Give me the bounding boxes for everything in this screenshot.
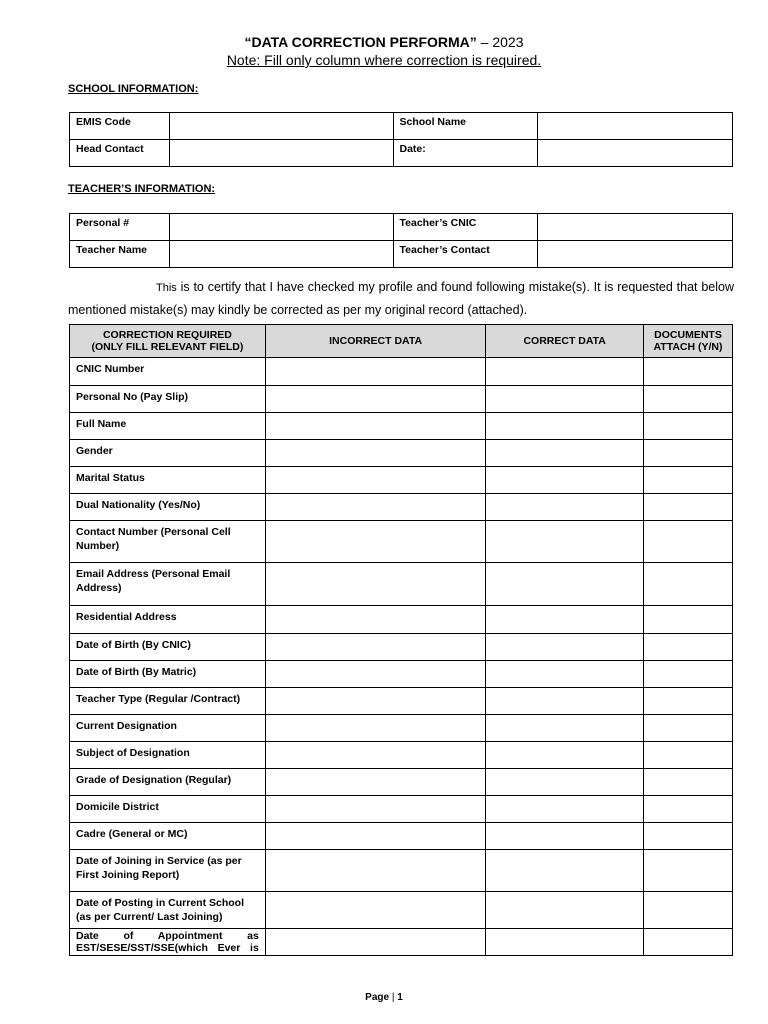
teacher-contact-field[interactable] xyxy=(538,241,733,268)
school-name-field[interactable] xyxy=(538,113,733,140)
correct-data-cell[interactable] xyxy=(486,823,644,850)
header-documents-attach: DOCUMENTS ATTACH (Y/N) xyxy=(644,325,733,358)
incorrect-data-cell[interactable] xyxy=(265,929,486,956)
page-number: 1 xyxy=(397,992,403,1003)
correct-data-cell[interactable] xyxy=(486,440,644,467)
table-row xyxy=(70,413,733,440)
incorrect-data-cell[interactable] xyxy=(265,715,486,742)
incorrect-data-cell[interactable] xyxy=(265,634,486,661)
correct-data-cell[interactable] xyxy=(486,521,644,563)
incorrect-data-cell[interactable] xyxy=(265,892,486,929)
correct-data-cell[interactable] xyxy=(486,606,644,634)
correct-data-cell[interactable] xyxy=(486,688,644,715)
documents-attach-cell[interactable] xyxy=(644,688,733,715)
row-label: Contact Number (Personal Cell Number) xyxy=(70,521,266,563)
documents-attach-cell[interactable] xyxy=(644,440,733,467)
teacher-name-field[interactable] xyxy=(169,241,393,268)
row-label: Cadre (General or MC) xyxy=(70,823,266,850)
table-row xyxy=(70,892,733,929)
documents-attach-cell[interactable] xyxy=(644,929,733,956)
incorrect-data-cell[interactable] xyxy=(265,386,486,413)
incorrect-data-cell[interactable] xyxy=(265,606,486,634)
table-row xyxy=(70,796,733,823)
documents-attach-cell[interactable] xyxy=(644,358,733,386)
correct-data-cell[interactable] xyxy=(486,850,644,892)
document-note: Note: Fill only column where correction is required. xyxy=(226,52,542,68)
documents-attach-cell[interactable] xyxy=(644,769,733,796)
teacher-contact-label: Teacher’s Contact xyxy=(393,241,538,268)
teacher-cnic-label: Teacher’s CNIC xyxy=(393,214,538,241)
row-label: Email Address (Personal Email Address) xyxy=(70,563,266,606)
table-row xyxy=(70,606,733,634)
correct-data-cell[interactable] xyxy=(486,413,644,440)
teacher-cnic-field[interactable] xyxy=(538,214,733,241)
row-label: Full Name xyxy=(70,413,266,440)
table-row xyxy=(70,715,733,742)
correct-data-cell[interactable] xyxy=(486,386,644,413)
certification-paragraph xyxy=(68,276,734,321)
head-contact-field[interactable] xyxy=(169,140,393,167)
school-info-row xyxy=(70,140,733,167)
incorrect-data-cell[interactable] xyxy=(265,850,486,892)
incorrect-data-cell[interactable] xyxy=(265,796,486,823)
table-row xyxy=(70,440,733,467)
correct-data-cell[interactable] xyxy=(486,929,644,956)
page-footer xyxy=(0,992,768,1003)
correct-data-cell[interactable] xyxy=(486,563,644,606)
teacher-info-row xyxy=(70,241,733,268)
row-label: Grade of Designation (Regular) xyxy=(70,769,266,796)
documents-attach-cell[interactable] xyxy=(644,413,733,440)
personal-number-field[interactable] xyxy=(169,214,393,241)
row-label: Date of Birth (By CNIC) xyxy=(70,634,266,661)
table-row xyxy=(70,494,733,521)
documents-attach-cell[interactable] xyxy=(644,634,733,661)
teacher-info-row xyxy=(70,214,733,241)
correct-data-cell[interactable] xyxy=(486,467,644,494)
date-label: Date: xyxy=(393,140,538,167)
documents-attach-cell[interactable] xyxy=(644,892,733,929)
certification-lead: This xyxy=(156,282,177,294)
incorrect-data-cell[interactable] xyxy=(265,688,486,715)
table-row xyxy=(70,386,733,413)
table-row xyxy=(70,850,733,892)
title-bold: “DATA CORRECTION PERFORMA” xyxy=(244,34,477,50)
documents-attach-cell[interactable] xyxy=(644,467,733,494)
title-year: – 2023 xyxy=(480,34,524,50)
table-row xyxy=(70,358,733,386)
header-correction-required: CORRECTION REQUIRED (ONLY FILL RELEVANT FIELD) xyxy=(70,325,266,358)
documents-attach-cell[interactable] xyxy=(644,850,733,892)
row-label: Teacher Type (Regular /Contract) xyxy=(70,688,266,715)
document-title xyxy=(0,34,768,50)
documents-attach-cell[interactable] xyxy=(644,742,733,769)
emis-code-label: EMIS Code xyxy=(70,113,170,140)
row-label: Personal No (Pay Slip) xyxy=(70,386,266,413)
table-row xyxy=(70,661,733,688)
correct-data-cell[interactable] xyxy=(486,892,644,929)
incorrect-data-cell[interactable] xyxy=(265,742,486,769)
documents-attach-cell[interactable] xyxy=(644,823,733,850)
correction-table-header xyxy=(70,325,733,358)
page-separator: | xyxy=(391,992,395,1003)
personal-number-label: Personal # xyxy=(70,214,170,241)
row-label: Date of Birth (By Matric) xyxy=(70,661,266,688)
incorrect-data-cell[interactable] xyxy=(265,358,486,386)
school-name-label: School Name xyxy=(393,113,538,140)
table-row xyxy=(70,769,733,796)
school-info-heading: SCHOOL INFORMATION: xyxy=(68,83,199,95)
documents-attach-cell[interactable] xyxy=(644,661,733,688)
documents-attach-cell[interactable] xyxy=(644,796,733,823)
correct-data-cell[interactable] xyxy=(486,769,644,796)
correct-data-cell[interactable] xyxy=(486,494,644,521)
certification-text: is to certify that I have checked my profile and found following mistake(s). It is requested that below mentioned mistake(s) may kindly be corrected as per my original record (attached). xyxy=(68,280,734,317)
incorrect-data-cell[interactable] xyxy=(265,563,486,606)
row-label: Residential Address xyxy=(70,606,266,634)
correct-data-cell[interactable] xyxy=(486,715,644,742)
documents-attach-cell[interactable] xyxy=(644,606,733,634)
incorrect-data-cell[interactable] xyxy=(265,823,486,850)
incorrect-data-cell[interactable] xyxy=(265,440,486,467)
table-row xyxy=(70,688,733,715)
documents-attach-cell[interactable] xyxy=(644,563,733,606)
page-label: Page xyxy=(365,992,390,1003)
incorrect-data-cell[interactable] xyxy=(265,661,486,688)
correct-data-cell[interactable] xyxy=(486,358,644,386)
row-label: Gender xyxy=(70,440,266,467)
head-contact-label: Head Contact xyxy=(70,140,170,167)
row-label: Current Designation xyxy=(70,715,266,742)
incorrect-data-cell[interactable] xyxy=(265,521,486,563)
incorrect-data-cell[interactable] xyxy=(265,467,486,494)
table-row xyxy=(70,823,733,850)
school-info-table xyxy=(69,112,733,167)
row-label: Domicile District xyxy=(70,796,266,823)
header-correct-data: CORRECT DATA xyxy=(486,325,644,358)
row-label: Date of Appointment as EST/SESE/SST/SSE(which Ever is xyxy=(70,929,266,956)
table-row xyxy=(70,521,733,563)
teacher-name-label: Teacher Name xyxy=(70,241,170,268)
incorrect-data-cell[interactable] xyxy=(265,413,486,440)
row-label: Dual Nationality (Yes/No) xyxy=(70,494,266,521)
row-label: Date of Posting in Current School (as per Current/ Last Joining) xyxy=(70,892,266,929)
documents-attach-cell[interactable] xyxy=(644,521,733,563)
correct-data-cell[interactable] xyxy=(486,742,644,769)
table-row xyxy=(70,742,733,769)
table-row xyxy=(70,634,733,661)
documents-attach-cell[interactable] xyxy=(644,386,733,413)
correction-table xyxy=(69,324,733,956)
documents-attach-cell[interactable] xyxy=(644,715,733,742)
teacher-info-heading: TEACHER’S INFORMATION: xyxy=(68,183,216,195)
table-row xyxy=(70,467,733,494)
row-label: CNIC Number xyxy=(70,358,266,386)
emis-code-field[interactable] xyxy=(169,113,393,140)
table-row xyxy=(70,563,733,606)
header-incorrect-data: INCORRECT DATA xyxy=(265,325,486,358)
school-info-row xyxy=(70,113,733,140)
correct-data-cell[interactable] xyxy=(486,634,644,661)
teacher-info-table xyxy=(69,213,733,268)
incorrect-data-cell[interactable] xyxy=(265,494,486,521)
incorrect-data-cell[interactable] xyxy=(265,769,486,796)
correct-data-cell[interactable] xyxy=(486,796,644,823)
correct-data-cell[interactable] xyxy=(486,661,644,688)
documents-attach-cell[interactable] xyxy=(644,494,733,521)
row-label: Date of Joining in Service (as per First Joining Report) xyxy=(70,850,266,892)
row-label: Marital Status xyxy=(70,467,266,494)
table-row xyxy=(70,929,733,956)
date-field[interactable] xyxy=(538,140,733,167)
row-label: Subject of Designation xyxy=(70,742,266,769)
